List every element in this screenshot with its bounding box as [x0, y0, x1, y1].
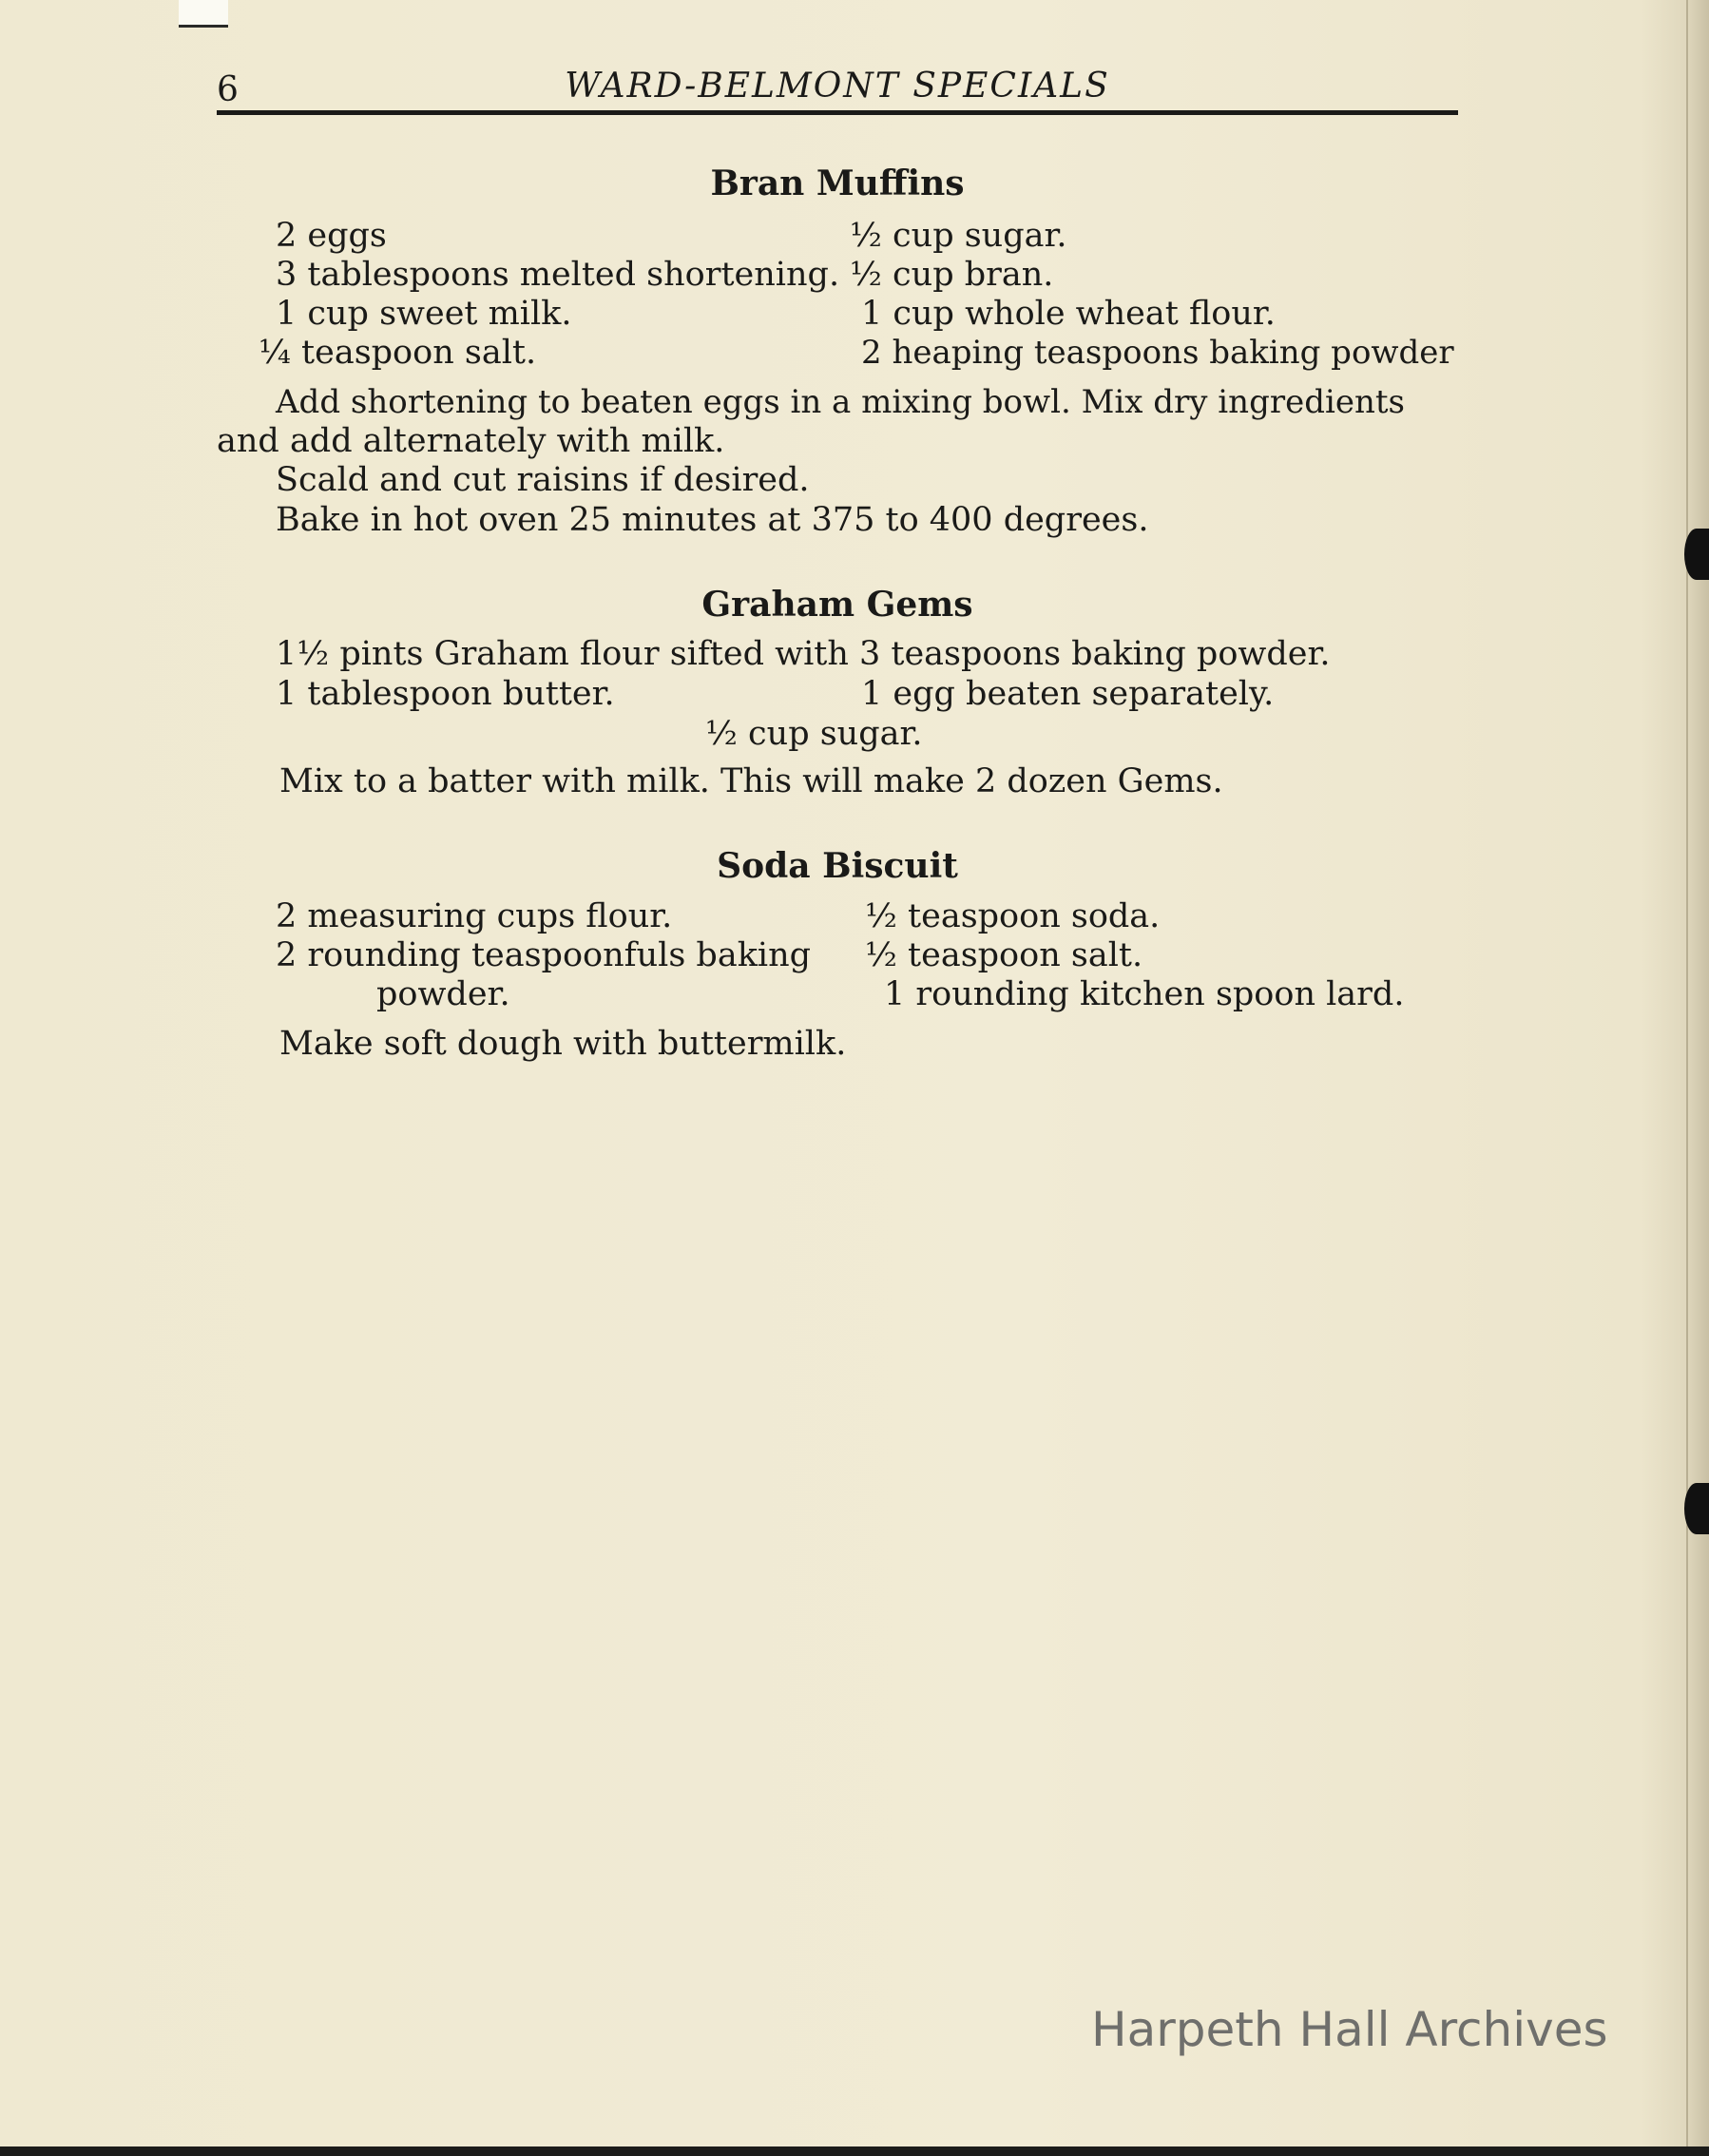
ingredient: 1 cup whole wheat flour.	[861, 295, 1276, 333]
page-header	[217, 67, 1458, 114]
recipe-title-graham-gems: Graham Gems	[701, 585, 973, 625]
direction-text: Add shortening to beaten eggs in a mixing bowl. Mix dry ingredients	[276, 383, 1405, 421]
ingredient: ½ cup sugar.	[850, 217, 1067, 255]
direction-text: Mix to a batter with milk. This will make 2 dozen Gems.	[279, 762, 1223, 800]
ingredient: 1½ pints Graham flour sifted with 3 teaspoons baking powder.	[276, 635, 1331, 673]
paper-tab	[179, 0, 228, 28]
ingredient: ½ teaspoon soda.	[865, 897, 1161, 935]
direction-text: Bake in hot oven 25 minutes at 375 to 400 degrees.	[276, 501, 1149, 539]
ingredient: 2 heaping teaspoons baking powder	[861, 334, 1454, 372]
direction-text: Scald and cut raisins if desired.	[276, 461, 810, 499]
ingredient: 2 measuring cups flour.	[276, 897, 673, 935]
ingredient: 2 rounding teaspoonfuls baking	[276, 936, 812, 974]
direction-text: and add alternately with milk.	[217, 422, 725, 460]
ingredient: powder.	[376, 975, 510, 1013]
recipe-title-soda-biscuit: Soda Biscuit	[717, 846, 958, 886]
archive-watermark: Harpeth Hall Archives	[1091, 2002, 1608, 2057]
page-number: 6	[217, 70, 239, 109]
running-head: WARD-BELMONT SPECIALS	[565, 67, 1110, 106]
ingredient: 1 cup sweet milk.	[276, 295, 572, 333]
binding-hole	[1684, 529, 1709, 580]
ingredient: ¼ teaspoon salt.	[259, 334, 537, 372]
ingredient: 1 rounding kitchen spoon lard.	[884, 975, 1405, 1013]
ingredient: 2 eggs	[276, 217, 387, 255]
ingredient: ½ cup sugar.	[705, 715, 923, 753]
page-edge	[1686, 0, 1709, 2156]
ingredient: 1 tablespoon butter.	[276, 675, 615, 713]
binding-hole	[1684, 1483, 1709, 1534]
recipe-title-bran-muffins: Bran Muffins	[710, 164, 965, 203]
ingredient: ½ teaspoon salt.	[865, 936, 1143, 974]
direction-text: Make soft dough with buttermilk.	[279, 1025, 847, 1063]
page-bottom-edge	[0, 2146, 1709, 2156]
ingredient: 1 egg beaten separately.	[861, 675, 1275, 713]
ingredient: 3 tablespoons melted shortening.	[276, 256, 840, 294]
header-rule	[217, 110, 1458, 115]
ingredient: ½ cup bran.	[850, 256, 1054, 294]
